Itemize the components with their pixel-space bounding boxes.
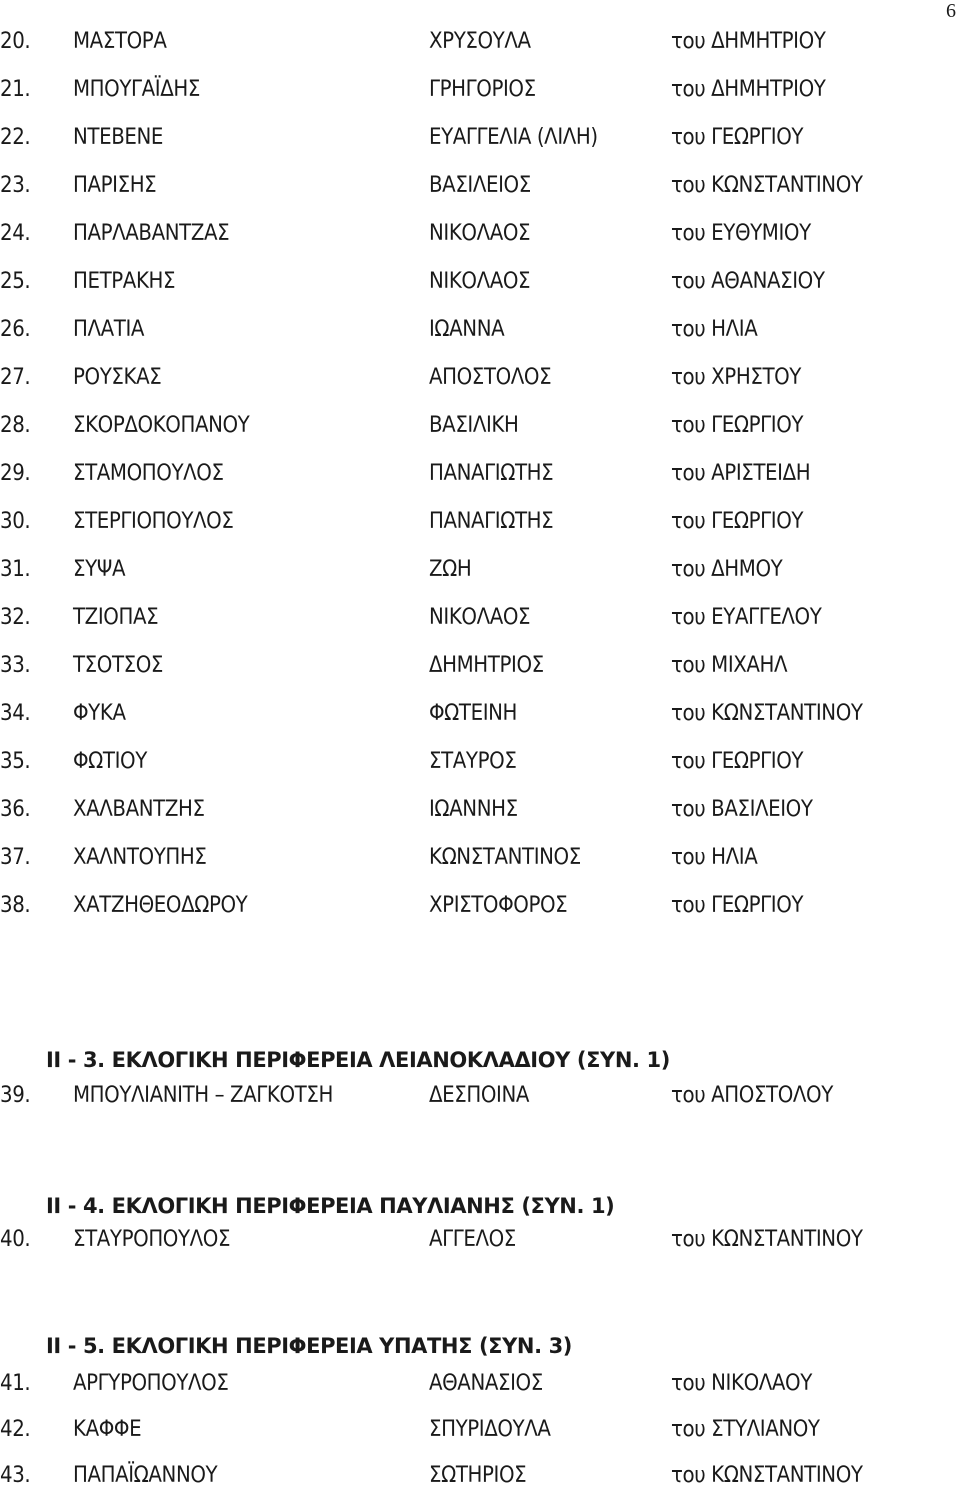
first-name: ΓΡΗΓΟΡΙΟΣ bbox=[429, 77, 536, 102]
first-name: ΦΩΤΕΙΝΗ bbox=[429, 701, 518, 726]
list-item bbox=[0, 312, 960, 348]
list-item bbox=[0, 408, 960, 444]
surname: ΑΡΓΥΡΟΠΟΥΛΟΣ bbox=[73, 1371, 229, 1396]
list-item bbox=[0, 72, 960, 108]
row-number: 26. bbox=[0, 317, 31, 342]
list-item bbox=[0, 696, 960, 732]
row-number: 35. bbox=[0, 749, 31, 774]
first-name: ΝΙΚΟΛΑΟΣ bbox=[429, 605, 531, 630]
father-name: του ΗΛΙΑ bbox=[671, 317, 758, 342]
first-name: ΕΥΑΓΓΕΛΙΑ (ΛΙΛΗ) bbox=[429, 125, 598, 150]
row-number: 38. bbox=[0, 893, 31, 918]
surname: ΠΑΡΙΣΗΣ bbox=[73, 173, 157, 198]
first-name: ΣΠΥΡΙΔΟΥΛΑ bbox=[429, 1417, 551, 1442]
list-item bbox=[0, 840, 960, 876]
first-name: ΒΑΣΙΛΙΚΗ bbox=[429, 413, 519, 438]
list-item bbox=[0, 648, 960, 684]
father-name: του ΚΩΝΣΤΑΝΤΙΝΟΥ bbox=[671, 173, 863, 198]
list-item bbox=[0, 360, 960, 396]
list-item bbox=[0, 1458, 960, 1494]
list-item bbox=[0, 888, 960, 924]
surname: ΜΠΟΥΛΙΑΝΙΤΗ – ΖΑΓΚΟΤΣΗ bbox=[73, 1083, 333, 1108]
first-name: ΠΑΝΑΓΙΩΤΗΣ bbox=[429, 461, 554, 486]
section-heading: ΙΙ - 5. ΕΚΛΟΓΙΚΗ ΠΕΡΙΦΕΡΕΙΑ ΥΠΑΤΗΣ (ΣΥΝ. 3) bbox=[46, 1334, 572, 1358]
row-number: 41. bbox=[0, 1371, 31, 1396]
father-name: του ΔΗΜΟΥ bbox=[671, 557, 783, 582]
first-name: ΣΩΤΗΡΙΟΣ bbox=[429, 1463, 527, 1488]
father-name: του ΧΡΗΣΤΟΥ bbox=[671, 365, 801, 390]
surname: ΤΣΟΤΣΟΣ bbox=[73, 653, 164, 678]
father-name: του ΑΘΑΝΑΣΙΟΥ bbox=[671, 269, 825, 294]
first-name: ΠΑΝΑΓΙΩΤΗΣ bbox=[429, 509, 554, 534]
first-name: ΑΠΟΣΤΟΛΟΣ bbox=[429, 365, 552, 390]
row-number: 39. bbox=[0, 1083, 31, 1108]
first-name: ΒΑΣΙΛΕΙΟΣ bbox=[429, 173, 531, 198]
first-name: ΝΙΚΟΛΑΟΣ bbox=[429, 269, 531, 294]
surname: ΜΑΣΤΟΡΑ bbox=[73, 29, 167, 54]
list-item bbox=[0, 1222, 960, 1258]
row-number: 33. bbox=[0, 653, 31, 678]
surname: ΣΤΑΜΟΠΟΥΛΟΣ bbox=[73, 461, 224, 486]
list-item bbox=[0, 792, 960, 828]
list-item bbox=[0, 264, 960, 300]
first-name: ΖΩΗ bbox=[429, 557, 472, 582]
list-item bbox=[0, 600, 960, 636]
father-name: του ΗΛΙΑ bbox=[671, 845, 758, 870]
first-name: ΙΩΑΝΝΗΣ bbox=[429, 797, 518, 822]
surname: ΠΑΠΑΪΩΑΝΝΟΥ bbox=[73, 1463, 218, 1488]
surname: ΤΖΙΟΠΑΣ bbox=[73, 605, 159, 630]
first-name: ΔΗΜΗΤΡΙΟΣ bbox=[429, 653, 544, 678]
surname: ΠΕΤΡΑΚΗΣ bbox=[73, 269, 176, 294]
surname: ΣΥΨΑ bbox=[73, 557, 126, 582]
first-name: ΑΓΓΕΛΟΣ bbox=[429, 1227, 516, 1252]
first-name: ΚΩΝΣΤΑΝΤΙΝΟΣ bbox=[429, 845, 581, 870]
surname: ΠΑΡΛΑΒΑΝΤΖΑΣ bbox=[73, 221, 230, 246]
row-number: 22. bbox=[0, 125, 31, 150]
father-name: του ΜΙΧΑΗΛ bbox=[671, 653, 788, 678]
row-number: 36. bbox=[0, 797, 31, 822]
father-name: του ΝΙΚΟΛΑΟΥ bbox=[671, 1371, 812, 1396]
father-name: του ΒΑΣΙΛΕΙΟΥ bbox=[671, 797, 813, 822]
first-name: ΧΡΙΣΤΟΦΟΡΟΣ bbox=[429, 893, 568, 918]
father-name: του ΓΕΩΡΓΙΟΥ bbox=[671, 125, 804, 150]
father-name: του ΓΕΩΡΓΙΟΥ bbox=[671, 749, 804, 774]
surname: ΧΑΛΒΑΝΤΖΗΣ bbox=[73, 797, 205, 822]
page-number: 6 bbox=[946, 0, 956, 22]
list-item bbox=[0, 744, 960, 780]
father-name: του ΣΤΥΛΙΑΝΟΥ bbox=[671, 1417, 820, 1442]
list-item bbox=[0, 504, 960, 540]
father-name: του ΔΗΜΗΤΡΙΟΥ bbox=[671, 29, 826, 54]
surname: ΧΑΤΖΗΘΕΟΔΩΡΟΥ bbox=[73, 893, 248, 918]
first-name: ΣΤΑΥΡΟΣ bbox=[429, 749, 517, 774]
surname: ΣΚΟΡΔΟΚΟΠΑΝΟΥ bbox=[73, 413, 250, 438]
father-name: του ΚΩΝΣΤΑΝΤΙΝΟΥ bbox=[671, 1463, 863, 1488]
father-name: του ΑΠΟΣΤΟΛΟΥ bbox=[671, 1083, 833, 1108]
father-name: του ΓΕΩΡΓΙΟΥ bbox=[671, 413, 804, 438]
surname: ΣΤΕΡΓΙΟΠΟΥΛΟΣ bbox=[73, 509, 234, 534]
surname: ΚΑΦΦΕ bbox=[73, 1417, 142, 1442]
father-name: του ΚΩΝΣΤΑΝΤΙΝΟΥ bbox=[671, 701, 863, 726]
surname: ΠΛΑΤΙΑ bbox=[73, 317, 145, 342]
list-item bbox=[0, 168, 960, 204]
row-number: 32. bbox=[0, 605, 31, 630]
row-number: 27. bbox=[0, 365, 31, 390]
father-name: του ΓΕΩΡΓΙΟΥ bbox=[671, 509, 804, 534]
row-number: 28. bbox=[0, 413, 31, 438]
list-item bbox=[0, 552, 960, 588]
list-item bbox=[0, 1366, 960, 1402]
row-number: 20. bbox=[0, 29, 31, 54]
surname: ΝΤΕΒΕΝΕ bbox=[73, 125, 163, 150]
section-heading: ΙΙ - 4. ΕΚΛΟΓΙΚΗ ΠΕΡΙΦΕΡΕΙΑ ΠΑΥΛΙΑΝΗΣ (ΣΥΝ. 1) bbox=[46, 1194, 615, 1218]
row-number: 34. bbox=[0, 701, 31, 726]
father-name: του ΓΕΩΡΓΙΟΥ bbox=[671, 893, 804, 918]
father-name: του ΔΗΜΗΤΡΙΟΥ bbox=[671, 77, 826, 102]
first-name: ΑΘΑΝΑΣΙΟΣ bbox=[429, 1371, 543, 1396]
first-name: ΝΙΚΟΛΑΟΣ bbox=[429, 221, 531, 246]
list-item bbox=[0, 216, 960, 252]
list-item bbox=[0, 456, 960, 492]
surname: ΦΩΤΙΟΥ bbox=[73, 749, 147, 774]
father-name: του ΑΡΙΣΤΕΙΔΗ bbox=[671, 461, 811, 486]
father-name: του ΕΥΑΓΓΕΛΟΥ bbox=[671, 605, 822, 630]
row-number: 25. bbox=[0, 269, 31, 294]
surname: ΣΤΑΥΡΟΠΟΥΛΟΣ bbox=[73, 1227, 231, 1252]
first-name: ΙΩΑΝΝΑ bbox=[429, 317, 505, 342]
father-name: του ΕΥΘΥΜΙΟΥ bbox=[671, 221, 811, 246]
row-number: 37. bbox=[0, 845, 31, 870]
surname: ΦΥΚΑ bbox=[73, 701, 126, 726]
surname: ΧΑΛΝΤΟΥΠΗΣ bbox=[73, 845, 207, 870]
row-number: 29. bbox=[0, 461, 31, 486]
first-name: ΔΕΣΠΟΙΝΑ bbox=[429, 1083, 529, 1108]
row-number: 21. bbox=[0, 77, 31, 102]
row-number: 24. bbox=[0, 221, 31, 246]
list-item bbox=[0, 1078, 960, 1114]
row-number: 23. bbox=[0, 173, 31, 198]
surname: ΡΟΥΣΚΑΣ bbox=[73, 365, 162, 390]
list-item bbox=[0, 120, 960, 156]
section-heading: ΙΙ - 3. ΕΚΛΟΓΙΚΗ ΠΕΡΙΦΕΡΕΙΑ ΛΕΙΑΝΟΚΛΑΔΙΟΥ (ΣΥΝ. 1) bbox=[46, 1048, 670, 1072]
surname: ΜΠΟΥΓΑΪΔΗΣ bbox=[73, 77, 200, 102]
first-name: ΧΡΥΣΟΥΛΑ bbox=[429, 29, 531, 54]
row-number: 30. bbox=[0, 509, 31, 534]
list-item bbox=[0, 24, 960, 60]
row-number: 42. bbox=[0, 1417, 31, 1442]
row-number: 40. bbox=[0, 1227, 31, 1252]
row-number: 43. bbox=[0, 1463, 31, 1488]
father-name: του ΚΩΝΣΤΑΝΤΙΝΟΥ bbox=[671, 1227, 863, 1252]
row-number: 31. bbox=[0, 557, 31, 582]
list-item bbox=[0, 1412, 960, 1448]
